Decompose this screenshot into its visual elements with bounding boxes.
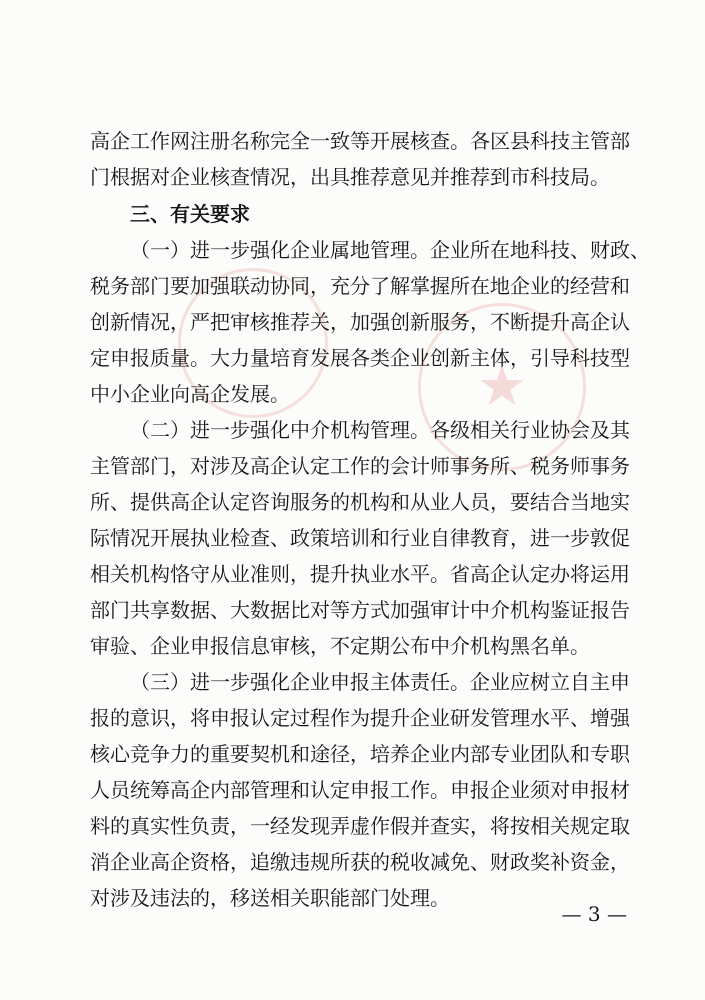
- body-text-line: 核心竞争力的重要契机和途径，培养企业内部专业团队和专职: [90, 742, 630, 766]
- body-text-line: 创新情况，严把审核推荐关，加强创新服务，不断提升高企认: [90, 310, 630, 334]
- body-text-line: 税务部门要加强联动协同，充分了解掌握所在地企业的经营和: [90, 274, 630, 298]
- body-text-line: 相关机构恪守从业准则，提升执业水平。省高企认定办将运用: [90, 562, 630, 586]
- body-text-line: 部门共享数据、大数据比对等方式加强审计中介机构鉴证报告: [90, 598, 630, 622]
- body-text-line: （一）进一步强化企业属地管理。企业所在地科技、财政、: [130, 238, 650, 262]
- body-text-line: 所、提供高企认定咨询服务的机构和从业人员，要结合当地实: [90, 490, 630, 514]
- star-icon: ★: [476, 354, 528, 419]
- body-text-line: 报的意识，将申报认定过程作为提升企业研发管理水平、增强: [90, 706, 630, 730]
- body-text-line: 高企工作网注册名称完全一致等开展核查。各区县科技主管部: [90, 129, 630, 153]
- body-text-line: 主管部门，对涉及高企认定工作的会计师事务所、税务师事务: [90, 454, 630, 478]
- body-text-line: （三）进一步强化企业申报主体责任。企业应树立自主申: [130, 670, 630, 694]
- body-text-line: 料的真实性负责，一经发现弄虚作假并查实，将按相关规定取: [90, 814, 630, 838]
- body-text-line: 定申报质量。大力量培育发展各类企业创新主体，引导科技型: [90, 346, 630, 370]
- body-text-line: 人员统筹高企内部管理和认定申报工作。申报企业须对申报材: [90, 778, 630, 802]
- body-text-line: （二）进一步强化中介机构管理。各级相关行业协会及其: [130, 418, 630, 442]
- section-heading: 三、有关要求: [130, 202, 250, 226]
- body-text-line: 消企业高企资格，追缴违规所获的税收减免、财政奖补资金，: [90, 850, 630, 874]
- body-text-line: 门根据对企业核查情况，出具推荐意见并推荐到市科技局。: [90, 165, 610, 189]
- body-text-line: 际情况开展执业检查、政策培训和行业自律教育，进一步敦促: [90, 526, 630, 550]
- body-text-line: 对涉及违法的，移送相关职能部门处理。: [90, 886, 450, 910]
- page-number: — 3 —: [561, 902, 627, 926]
- body-text-line: 中小企业向高企发展。: [90, 382, 290, 406]
- body-text-line: 审验、企业申报信息审核，不定期公布中介机构黑名单。: [90, 634, 590, 658]
